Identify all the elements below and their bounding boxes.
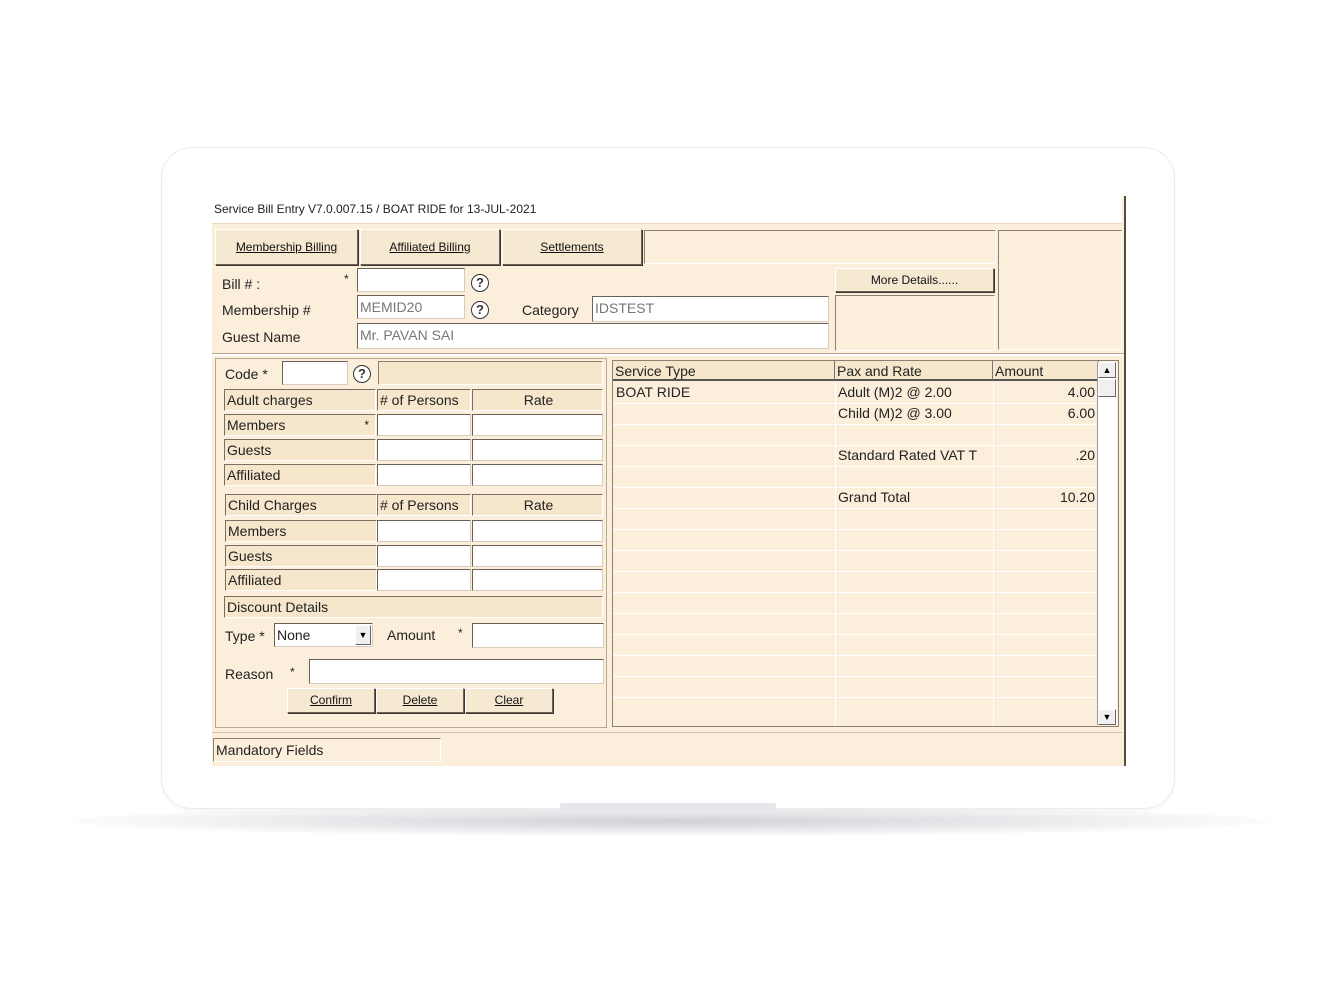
grid-row-2-pax[interactable]: Child (M)2 @ 3.00 xyxy=(838,405,952,421)
tab-settlements[interactable] xyxy=(502,229,642,265)
adult-members-rate-input[interactable] xyxy=(472,414,603,436)
code-help-icon[interactable]: ? xyxy=(353,365,371,383)
child-charges-header: Child Charges xyxy=(225,494,377,516)
delete-button[interactable] xyxy=(376,688,464,713)
adult-charges-header: Adult charges xyxy=(224,389,376,411)
code-label: Code * xyxy=(225,366,268,382)
grid-row-divider xyxy=(613,697,1099,698)
arrow-up-icon[interactable]: ▲ xyxy=(1098,362,1116,378)
category-input[interactable]: IDSTEST xyxy=(592,296,829,322)
grid-row-divider xyxy=(613,613,1099,614)
bill-help-icon[interactable]: ? xyxy=(471,274,489,292)
child-guests-rate-input[interactable] xyxy=(472,545,603,567)
clear-button[interactable] xyxy=(465,688,553,713)
grid-row-1-service[interactable]: BOAT RIDE xyxy=(616,384,691,400)
arrow-down-icon[interactable]: ▼ xyxy=(1098,709,1116,725)
grid-row-divider xyxy=(613,571,1099,572)
grid-header-pax-rate[interactable]: Pax and Rate xyxy=(835,361,993,381)
confirm-button[interactable] xyxy=(287,688,375,713)
adult-members-text: Members xyxy=(227,417,286,433)
status-divider xyxy=(212,732,1122,733)
window-title: Service Bill Entry V7.0.007.15 / BOAT RIDE for 13-JUL-2021 xyxy=(212,196,1122,224)
grid-row-4-pax[interactable]: Standard Rated VAT T xyxy=(838,447,978,463)
adult-affiliated-rate-input[interactable] xyxy=(472,464,603,486)
header-divider xyxy=(212,353,1124,356)
reason-label: Reason xyxy=(225,666,274,682)
laptop-hinge xyxy=(560,803,776,809)
membership-input[interactable]: MEMID20 xyxy=(357,295,465,319)
tab-affiliated-billing[interactable] xyxy=(360,229,500,265)
grid-row-divider xyxy=(613,529,1099,530)
code-description xyxy=(378,361,603,385)
app-window xyxy=(212,196,1126,766)
tab-settlements-label: Settlements xyxy=(540,240,604,254)
discount-type-select[interactable] xyxy=(274,623,373,647)
tab-membership-billing[interactable] xyxy=(215,229,358,265)
adult-guests-label: Guests xyxy=(224,439,376,461)
adult-affiliated-label: Affiliated xyxy=(224,464,376,486)
guest-name-input[interactable]: Mr. PAVAN SAI xyxy=(357,323,829,349)
child-persons-header: # of Persons xyxy=(377,494,471,516)
adult-affiliated-persons-input[interactable] xyxy=(377,464,471,486)
bill-required-mark: * xyxy=(344,272,349,286)
grid-header-amount[interactable]: Amount xyxy=(993,361,1099,381)
grid-col-divider xyxy=(993,383,994,726)
photo-box xyxy=(998,230,1122,350)
membership-help-icon[interactable]: ? xyxy=(471,301,489,319)
triangle-down-icon[interactable]: ▼ xyxy=(355,625,371,645)
mandatory-fields-status: Mandatory Fields xyxy=(213,738,441,762)
grid-row-divider xyxy=(613,634,1099,635)
discount-type-label: Type * xyxy=(225,628,265,644)
adult-guests-persons-input[interactable] xyxy=(377,439,471,461)
adult-members-required: * xyxy=(364,418,369,432)
child-affiliated-label: Affiliated xyxy=(225,569,377,591)
child-members-persons-input[interactable] xyxy=(377,520,471,542)
adult-members-persons-input[interactable] xyxy=(377,414,471,436)
reason-input[interactable] xyxy=(309,659,604,684)
child-affiliated-rate-input[interactable] xyxy=(472,569,603,591)
discount-amount-label: Amount xyxy=(387,627,436,643)
discount-amount-input[interactable] xyxy=(472,623,604,648)
discount-amount-required: * xyxy=(458,626,463,640)
grid-row-1-amount[interactable]: 4.00 xyxy=(1067,384,1095,400)
discount-details-header: Discount Details xyxy=(224,596,603,618)
guest-name-label: Guest Name xyxy=(222,329,301,345)
tab-membership-billing-label: Membership Billing xyxy=(235,240,338,254)
adult-members-label xyxy=(224,414,376,436)
bill-number-input[interactable] xyxy=(357,268,465,292)
grid-header-service-type[interactable]: Service Type xyxy=(613,361,835,381)
grid-row-4-amount[interactable]: .20 xyxy=(1075,447,1095,463)
grid-row-6-pax[interactable]: Grand Total xyxy=(838,489,911,505)
adult-guests-rate-input[interactable] xyxy=(472,439,603,461)
code-input[interactable] xyxy=(282,361,348,385)
grid-row-divider xyxy=(613,592,1099,593)
info-box xyxy=(835,295,995,351)
scrollbar-thumb[interactable] xyxy=(1098,379,1116,397)
grid-scrollbar[interactable] xyxy=(1097,362,1117,725)
grid-row-divider xyxy=(613,508,1099,509)
child-members-rate-input[interactable] xyxy=(472,520,603,542)
grid-row-divider xyxy=(613,466,1099,467)
tab-bar-filler xyxy=(644,230,996,264)
child-guests-persons-input[interactable] xyxy=(377,545,471,567)
child-rate-header: Rate xyxy=(472,494,603,516)
confirm-label: Confirm xyxy=(309,693,352,707)
service-grid[interactable] xyxy=(612,360,1119,727)
grid-row-divider xyxy=(613,676,1099,677)
reason-required: * xyxy=(290,665,295,679)
adult-rate-header: Rate xyxy=(472,389,603,411)
membership-label: Membership # xyxy=(222,302,311,318)
grid-row-2-amount[interactable]: 6.00 xyxy=(1067,405,1095,421)
grid-row-divider xyxy=(613,424,1099,425)
category-label: Category xyxy=(522,302,579,318)
more-details-button[interactable] xyxy=(835,268,994,292)
discount-type-value: None xyxy=(277,627,311,643)
grid-col-divider xyxy=(835,383,836,726)
grid-row-divider xyxy=(613,655,1099,656)
adult-persons-header: # of Persons xyxy=(377,389,471,411)
more-details-label: More Details...... xyxy=(870,273,959,287)
grid-row-6-amount[interactable]: 10.20 xyxy=(1059,489,1095,505)
delete-label: Delete xyxy=(402,693,438,707)
grid-row-divider xyxy=(613,550,1099,551)
child-members-label: Members xyxy=(225,520,377,542)
tab-affiliated-billing-label: Affiliated Billing xyxy=(389,240,471,254)
clear-label: Clear xyxy=(494,693,524,707)
child-guests-label: Guests xyxy=(225,545,377,567)
child-affiliated-persons-input[interactable] xyxy=(377,569,471,591)
laptop-shadow xyxy=(70,806,1270,836)
bill-label: Bill # : xyxy=(222,276,261,292)
grid-row-1-pax[interactable]: Adult (M)2 @ 2.00 xyxy=(838,384,952,400)
